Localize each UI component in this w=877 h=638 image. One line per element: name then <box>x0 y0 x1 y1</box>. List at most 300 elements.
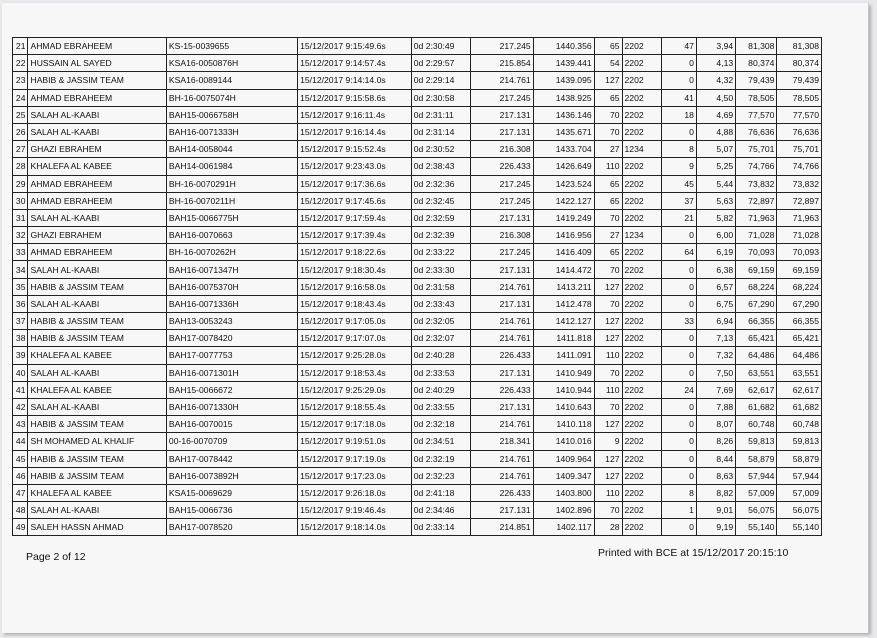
flight-duration-cell: 0d 2:41:18 <box>411 484 470 501</box>
points-cell: 66,355 <box>736 313 777 330</box>
prize-cell: 0 <box>661 295 696 312</box>
ring-number-cell: BAH16-0071301H <box>166 364 297 381</box>
ring-number-cell: BAH15-0066736 <box>166 502 297 519</box>
distance-cell: 214.761 <box>470 278 533 295</box>
fancier-name-cell: SALAH AL-KAABI <box>28 106 166 123</box>
points-cell: 58,879 <box>736 450 777 467</box>
distance-cell: 226.433 <box>470 158 533 175</box>
fancier-name-cell: HABIB & JASSIM TEAM <box>28 278 166 295</box>
arrival-time-cell: 15/12/2017 9:17:18.0s <box>298 416 412 433</box>
table-row <box>13 158 822 175</box>
ring-number-cell: BAH15-0066672 <box>166 381 297 398</box>
club-code-cell: 2202 <box>622 484 661 501</box>
ring-number-cell: BH-16-0070211H <box>166 192 297 209</box>
distance-cell: 217.131 <box>470 364 533 381</box>
speed-cell: 1422.127 <box>533 192 594 209</box>
points-cell: 77,570 <box>736 106 777 123</box>
ring-number-cell: BAH17-0078520 <box>166 519 297 536</box>
flight-duration-cell: 0d 2:29:14 <box>411 72 470 89</box>
fancier-name-cell: HABIB & JASSIM TEAM <box>28 330 166 347</box>
birds-count-cell: 27 <box>594 227 622 244</box>
percent-cell: 5,82 <box>696 209 735 226</box>
table-row <box>13 192 822 209</box>
prize-cell: 47 <box>661 38 696 55</box>
club-code-cell: 2202 <box>622 450 661 467</box>
distance-cell: 215.854 <box>470 55 533 72</box>
ring-number-cell: BAH16-0075370H <box>166 278 297 295</box>
birds-count-cell: 110 <box>594 347 622 364</box>
percent-cell: 3,94 <box>696 38 735 55</box>
fancier-name-cell: HABIB & JASSIM TEAM <box>28 416 166 433</box>
speed-cell: 1410.643 <box>533 398 594 415</box>
distance-cell: 217.245 <box>470 89 533 106</box>
table-row <box>13 364 822 381</box>
prize-cell: 0 <box>661 467 696 484</box>
prize-cell: 41 <box>661 89 696 106</box>
points-cell: 61,682 <box>736 398 777 415</box>
score-cell: 58,879 <box>777 450 822 467</box>
arrival-time-cell: 15/12/2017 9:14:57.4s <box>298 55 412 72</box>
flight-duration-cell: 0d 2:34:46 <box>411 502 470 519</box>
club-code-cell: 2202 <box>622 175 661 192</box>
flight-duration-cell: 0d 2:40:28 <box>411 347 470 364</box>
flight-duration-cell: 0d 2:31:11 <box>411 106 470 123</box>
position-cell: 21 <box>13 38 28 55</box>
fancier-name-cell: KHALEFA AL KABEE <box>28 347 166 364</box>
flight-duration-cell: 0d 2:29:57 <box>411 55 470 72</box>
score-cell: 71,028 <box>777 227 822 244</box>
club-code-cell: 2202 <box>622 244 661 261</box>
prize-cell: 0 <box>661 433 696 450</box>
distance-cell: 214.761 <box>470 450 533 467</box>
table-row <box>13 123 822 140</box>
percent-cell: 4,13 <box>696 55 735 72</box>
distance-cell: 226.433 <box>470 381 533 398</box>
birds-count-cell: 9 <box>594 433 622 450</box>
percent-cell: 7,50 <box>696 364 735 381</box>
score-cell: 80,374 <box>777 55 822 72</box>
speed-cell: 1410.949 <box>533 364 594 381</box>
percent-cell: 4,88 <box>696 123 735 140</box>
score-cell: 77,570 <box>777 106 822 123</box>
position-cell: 34 <box>13 261 28 278</box>
birds-count-cell: 70 <box>594 295 622 312</box>
points-cell: 57,009 <box>736 484 777 501</box>
arrival-time-cell: 15/12/2017 9:17:19.0s <box>298 450 412 467</box>
position-cell: 33 <box>13 244 28 261</box>
table-row <box>13 398 822 415</box>
ring-number-cell: 00-16-0070709 <box>166 433 297 450</box>
flight-duration-cell: 0d 2:38:43 <box>411 158 470 175</box>
table-row <box>13 38 822 55</box>
speed-cell: 1412.478 <box>533 295 594 312</box>
position-cell: 40 <box>13 364 28 381</box>
position-cell: 27 <box>13 141 28 158</box>
speed-cell: 1419.249 <box>533 209 594 226</box>
percent-cell: 6,19 <box>696 244 735 261</box>
table-row <box>13 450 822 467</box>
flight-duration-cell: 0d 2:33:53 <box>411 364 470 381</box>
score-cell: 81,308 <box>777 38 822 55</box>
arrival-time-cell: 15/12/2017 9:18:30.4s <box>298 261 412 278</box>
position-cell: 43 <box>13 416 28 433</box>
flight-duration-cell: 0d 2:32:36 <box>411 175 470 192</box>
ring-number-cell: BH-16-0070291H <box>166 175 297 192</box>
fancier-name-cell: HABIB & JASSIM TEAM <box>28 467 166 484</box>
flight-duration-cell: 0d 2:33:30 <box>411 261 470 278</box>
percent-cell: 8,82 <box>696 484 735 501</box>
score-cell: 61,682 <box>777 398 822 415</box>
speed-cell: 1413.211 <box>533 278 594 295</box>
points-cell: 65,421 <box>736 330 777 347</box>
prize-cell: 0 <box>661 55 696 72</box>
score-cell: 69,159 <box>777 261 822 278</box>
prize-cell: 33 <box>661 313 696 330</box>
fancier-name-cell: HABIB & JASSIM TEAM <box>28 313 166 330</box>
speed-cell: 1423.524 <box>533 175 594 192</box>
flight-duration-cell: 0d 2:30:52 <box>411 141 470 158</box>
club-code-cell: 2202 <box>622 381 661 398</box>
arrival-time-cell: 15/12/2017 9:17:59.4s <box>298 209 412 226</box>
arrival-time-cell: 15/12/2017 9:17:23.0s <box>298 467 412 484</box>
club-code-cell: 2202 <box>622 502 661 519</box>
points-cell: 81,308 <box>736 38 777 55</box>
position-cell: 47 <box>13 484 28 501</box>
distance-cell: 217.131 <box>470 106 533 123</box>
ring-number-cell: BH-16-0075074H <box>166 89 297 106</box>
club-code-cell: 2202 <box>622 106 661 123</box>
position-cell: 22 <box>13 55 28 72</box>
position-cell: 46 <box>13 467 28 484</box>
percent-cell: 7,88 <box>696 398 735 415</box>
club-code-cell: 1234 <box>622 227 661 244</box>
flight-duration-cell: 0d 2:32:39 <box>411 227 470 244</box>
percent-cell: 8,63 <box>696 467 735 484</box>
club-code-cell: 2202 <box>622 313 661 330</box>
prize-cell: 0 <box>661 398 696 415</box>
table-row <box>13 106 822 123</box>
speed-cell: 1426.649 <box>533 158 594 175</box>
birds-count-cell: 65 <box>594 38 622 55</box>
fancier-name-cell: HABIB & JASSIM TEAM <box>28 450 166 467</box>
score-cell: 56,075 <box>777 502 822 519</box>
points-cell: 70,093 <box>736 244 777 261</box>
points-cell: 71,028 <box>736 227 777 244</box>
birds-count-cell: 70 <box>594 364 622 381</box>
flight-duration-cell: 0d 2:33:43 <box>411 295 470 312</box>
arrival-time-cell: 15/12/2017 9:17:36.6s <box>298 175 412 192</box>
club-code-cell: 2202 <box>622 433 661 450</box>
birds-count-cell: 54 <box>594 55 622 72</box>
position-cell: 42 <box>13 398 28 415</box>
prize-cell: 0 <box>661 72 696 89</box>
score-cell: 65,421 <box>777 330 822 347</box>
score-cell: 79,439 <box>777 72 822 89</box>
fancier-name-cell: GHAZI EBRAHEM <box>28 227 166 244</box>
percent-cell: 5,63 <box>696 192 735 209</box>
speed-cell: 1402.117 <box>533 519 594 536</box>
birds-count-cell: 110 <box>594 381 622 398</box>
points-cell: 75,701 <box>736 141 777 158</box>
position-cell: 49 <box>13 519 28 536</box>
arrival-time-cell: 15/12/2017 9:26:18.0s <box>298 484 412 501</box>
distance-cell: 226.433 <box>470 347 533 364</box>
score-cell: 67,290 <box>777 295 822 312</box>
ring-number-cell: BAH14-0061984 <box>166 158 297 175</box>
points-cell: 68,224 <box>736 278 777 295</box>
score-cell: 70,093 <box>777 244 822 261</box>
flight-duration-cell: 0d 2:32:45 <box>411 192 470 209</box>
prize-cell: 0 <box>661 416 696 433</box>
speed-cell: 1411.091 <box>533 347 594 364</box>
fancier-name-cell: SALAH AL-KAABI <box>28 209 166 226</box>
position-cell: 48 <box>13 502 28 519</box>
birds-count-cell: 70 <box>594 209 622 226</box>
birds-count-cell: 27 <box>594 141 622 158</box>
fancier-name-cell: SALAH AL-KAABI <box>28 295 166 312</box>
points-cell: 76,636 <box>736 123 777 140</box>
score-cell: 68,224 <box>777 278 822 295</box>
position-cell: 36 <box>13 295 28 312</box>
prize-cell: 37 <box>661 192 696 209</box>
distance-cell: 216.308 <box>470 227 533 244</box>
points-cell: 73,832 <box>736 175 777 192</box>
position-cell: 45 <box>13 450 28 467</box>
percent-cell: 6,38 <box>696 261 735 278</box>
fancier-name-cell: HUSSAIN AL SAYED <box>28 55 166 72</box>
speed-cell: 1412.127 <box>533 313 594 330</box>
flight-duration-cell: 0d 2:32:59 <box>411 209 470 226</box>
percent-cell: 5,44 <box>696 175 735 192</box>
percent-cell: 5,25 <box>696 158 735 175</box>
table-row <box>13 502 822 519</box>
prize-cell: 0 <box>661 330 696 347</box>
birds-count-cell: 127 <box>594 416 622 433</box>
table-row <box>13 261 822 278</box>
speed-cell: 1414.472 <box>533 261 594 278</box>
fancier-name-cell: AHMAD EBRAHEEM <box>28 175 166 192</box>
speed-cell: 1440.356 <box>533 38 594 55</box>
prize-cell: 1 <box>661 502 696 519</box>
club-code-cell: 2202 <box>622 519 661 536</box>
ring-number-cell: BAH15-0066758H <box>166 106 297 123</box>
fancier-name-cell: KHALEFA AL KABEE <box>28 381 166 398</box>
arrival-time-cell: 15/12/2017 9:17:39.4s <box>298 227 412 244</box>
speed-cell: 1416.956 <box>533 227 594 244</box>
birds-count-cell: 127 <box>594 72 622 89</box>
club-code-cell: 2202 <box>622 38 661 55</box>
position-cell: 44 <box>13 433 28 450</box>
birds-count-cell: 127 <box>594 467 622 484</box>
percent-cell: 8,07 <box>696 416 735 433</box>
points-cell: 62,617 <box>736 381 777 398</box>
club-code-cell: 2202 <box>622 89 661 106</box>
percent-cell: 6,75 <box>696 295 735 312</box>
flight-duration-cell: 0d 2:32:23 <box>411 467 470 484</box>
speed-cell: 1402.896 <box>533 502 594 519</box>
flight-duration-cell: 0d 2:33:55 <box>411 398 470 415</box>
table-row <box>13 89 822 106</box>
speed-cell: 1403.800 <box>533 484 594 501</box>
prize-cell: 0 <box>661 450 696 467</box>
position-cell: 41 <box>13 381 28 398</box>
arrival-time-cell: 15/12/2017 9:15:49.6s <box>298 38 412 55</box>
distance-cell: 217.245 <box>470 175 533 192</box>
arrival-time-cell: 15/12/2017 9:15:58.6s <box>298 89 412 106</box>
fancier-name-cell: KHALEFA AL KABEE <box>28 158 166 175</box>
ring-number-cell: KSA15-0069629 <box>166 484 297 501</box>
arrival-time-cell: 15/12/2017 9:18:53.4s <box>298 364 412 381</box>
table-row <box>13 313 822 330</box>
percent-cell: 8,44 <box>696 450 735 467</box>
position-cell: 25 <box>13 106 28 123</box>
percent-cell: 6,57 <box>696 278 735 295</box>
club-code-cell: 2202 <box>622 158 661 175</box>
score-cell: 60,748 <box>777 416 822 433</box>
fancier-name-cell: AHMAD EBRAHEEM <box>28 192 166 209</box>
ring-number-cell: BAH13-0053243 <box>166 313 297 330</box>
arrival-time-cell: 15/12/2017 9:16:11.4s <box>298 106 412 123</box>
flight-duration-cell: 0d 2:32:19 <box>411 450 470 467</box>
birds-count-cell: 110 <box>594 484 622 501</box>
distance-cell: 214.761 <box>470 416 533 433</box>
ring-number-cell: BAH17-0077753 <box>166 347 297 364</box>
race-results-table <box>12 37 822 536</box>
distance-cell: 214.761 <box>470 467 533 484</box>
percent-cell: 7,69 <box>696 381 735 398</box>
speed-cell: 1438.925 <box>533 89 594 106</box>
distance-cell: 217.131 <box>470 398 533 415</box>
points-cell: 79,439 <box>736 72 777 89</box>
distance-cell: 216.308 <box>470 141 533 158</box>
percent-cell: 4,50 <box>696 89 735 106</box>
speed-cell: 1435.671 <box>533 123 594 140</box>
percent-cell: 6,94 <box>696 313 735 330</box>
birds-count-cell: 28 <box>594 519 622 536</box>
table-row <box>13 519 822 536</box>
results-rows <box>13 38 822 536</box>
prize-cell: 0 <box>661 364 696 381</box>
ring-number-cell: BAH14-0058044 <box>166 141 297 158</box>
arrival-time-cell: 15/12/2017 9:25:29.0s <box>298 381 412 398</box>
speed-cell: 1410.944 <box>533 381 594 398</box>
fancier-name-cell: SALAH AL-KAABI <box>28 502 166 519</box>
birds-count-cell: 127 <box>594 278 622 295</box>
club-code-cell: 2202 <box>622 347 661 364</box>
speed-cell: 1410.016 <box>533 433 594 450</box>
position-cell: 38 <box>13 330 28 347</box>
flight-duration-cell: 0d 2:32:18 <box>411 416 470 433</box>
ring-number-cell: BAH17-0078442 <box>166 450 297 467</box>
table-row <box>13 295 822 312</box>
club-code-cell: 2202 <box>622 72 661 89</box>
table-row <box>13 347 822 364</box>
arrival-time-cell: 15/12/2017 9:19:46.4s <box>298 502 412 519</box>
birds-count-cell: 70 <box>594 502 622 519</box>
table-row <box>13 381 822 398</box>
speed-cell: 1439.441 <box>533 55 594 72</box>
speed-cell: 1416.409 <box>533 244 594 261</box>
score-cell: 71,963 <box>777 209 822 226</box>
birds-count-cell: 65 <box>594 175 622 192</box>
fancier-name-cell: HABIB & JASSIM TEAM <box>28 72 166 89</box>
score-cell: 62,617 <box>777 381 822 398</box>
table-row <box>13 330 822 347</box>
position-cell: 28 <box>13 158 28 175</box>
flight-duration-cell: 0d 2:33:14 <box>411 519 470 536</box>
table-row <box>13 141 822 158</box>
flight-duration-cell: 0d 2:30:58 <box>411 89 470 106</box>
distance-cell: 214.851 <box>470 519 533 536</box>
club-code-cell: 2202 <box>622 55 661 72</box>
percent-cell: 6,00 <box>696 227 735 244</box>
fancier-name-cell: SALAH AL-KAABI <box>28 261 166 278</box>
ring-number-cell: BAH16-0071330H <box>166 398 297 415</box>
fancier-name-cell: AHMAD EBRAHEEM <box>28 89 166 106</box>
club-code-cell: 2202 <box>622 330 661 347</box>
fancier-name-cell: SH MOHAMED AL KHALIF <box>28 433 166 450</box>
club-code-cell: 2202 <box>622 278 661 295</box>
score-cell: 72,897 <box>777 192 822 209</box>
points-cell: 59,813 <box>736 433 777 450</box>
points-cell: 78,505 <box>736 89 777 106</box>
position-cell: 23 <box>13 72 28 89</box>
arrival-time-cell: 15/12/2017 9:17:05.0s <box>298 313 412 330</box>
ring-number-cell: BAH16-0070015 <box>166 416 297 433</box>
distance-cell: 217.131 <box>470 261 533 278</box>
score-cell: 76,636 <box>777 123 822 140</box>
distance-cell: 217.131 <box>470 209 533 226</box>
prize-cell: 21 <box>661 209 696 226</box>
table-row <box>13 55 822 72</box>
table-row <box>13 416 822 433</box>
score-cell: 66,355 <box>777 313 822 330</box>
club-code-cell: 1234 <box>622 141 661 158</box>
position-cell: 24 <box>13 89 28 106</box>
points-cell: 69,159 <box>736 261 777 278</box>
ring-number-cell: BAH16-0071336H <box>166 295 297 312</box>
flight-duration-cell: 0d 2:31:58 <box>411 278 470 295</box>
score-cell: 59,813 <box>777 433 822 450</box>
points-cell: 64,486 <box>736 347 777 364</box>
birds-count-cell: 70 <box>594 261 622 278</box>
birds-count-cell: 65 <box>594 244 622 261</box>
club-code-cell: 2202 <box>622 295 661 312</box>
points-cell: 56,075 <box>736 502 777 519</box>
prize-cell: 0 <box>661 227 696 244</box>
prize-cell: 45 <box>661 175 696 192</box>
points-cell: 67,290 <box>736 295 777 312</box>
fancier-name-cell: SALAH AL-KAABI <box>28 364 166 381</box>
fancier-name-cell: SALAH AL-KAABI <box>28 398 166 415</box>
speed-cell: 1410.118 <box>533 416 594 433</box>
prize-cell: 8 <box>661 484 696 501</box>
table-row <box>13 227 822 244</box>
distance-cell: 214.761 <box>470 313 533 330</box>
speed-cell: 1433.704 <box>533 141 594 158</box>
arrival-time-cell: 15/12/2017 9:18:22.6s <box>298 244 412 261</box>
percent-cell: 7,13 <box>696 330 735 347</box>
club-code-cell: 2202 <box>622 192 661 209</box>
table-row <box>13 209 822 226</box>
ring-number-cell: BH-16-0070262H <box>166 244 297 261</box>
points-cell: 72,897 <box>736 192 777 209</box>
score-cell: 75,701 <box>777 141 822 158</box>
birds-count-cell: 70 <box>594 106 622 123</box>
prize-cell: 64 <box>661 244 696 261</box>
club-code-cell: 2202 <box>622 467 661 484</box>
distance-cell: 226.433 <box>470 484 533 501</box>
